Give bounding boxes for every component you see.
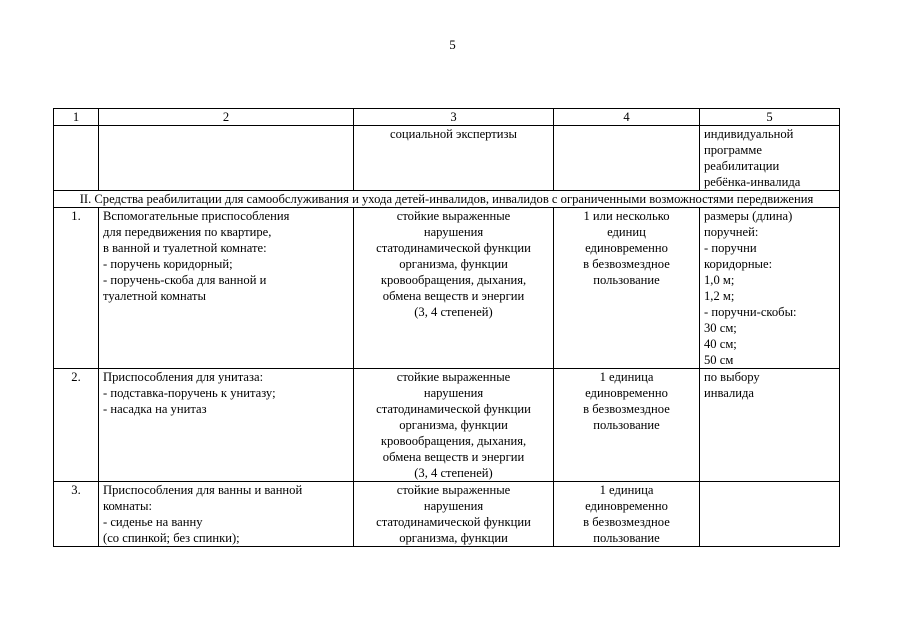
text-line: кровообращения, дыхания, [380,434,527,448]
text-line: в безвозмездное [583,515,670,529]
table-row [54,208,840,369]
cont-cell-2 [99,126,354,191]
text-line: организма, функции [399,257,508,271]
text-line: 30 см; [704,321,737,335]
text-line: коридорные: [704,257,773,271]
header-cell-2: 2 [99,109,354,126]
page-number: 5 [449,37,456,52]
text-line: 1 единица [599,370,654,384]
indications-cell [354,208,554,369]
cont-cell-3 [354,126,554,191]
indications-cell [354,482,554,547]
text-line: - насадка на унитаз [103,402,207,416]
text-line: Приспособления для ванны и ванной [103,483,303,497]
text-line: стойкие выраженные [396,483,511,497]
notes-cell [700,482,840,547]
notes-cell [700,369,840,482]
text-line: - поручни [704,241,757,255]
text-line: в безвозмездное [583,257,670,271]
text-line: пользование [593,418,660,432]
row-number: 3. [54,482,99,547]
header-cell-3: 3 [354,109,554,126]
text-line: реабилитации [704,159,780,173]
text-line: Вспомогательные приспособления [103,209,290,223]
text-line: 40 см; [704,337,737,351]
header-cell-4: 4 [554,109,700,126]
text-line: программе [704,143,762,157]
text-line: Приспособления для унитаза: [103,370,264,384]
table-row [54,369,840,482]
quantity-cell [554,482,700,547]
text-line: единовременно [585,386,668,400]
quantity-cell [554,208,700,369]
text-line: единовременно [585,241,668,255]
text-line: статодинамической функции [376,241,531,255]
quantity-cell [554,369,700,482]
text-line: обмена веществ и энергии [382,289,525,303]
text-line: организма, функции [399,418,508,432]
text-line: организма, функции [399,531,508,545]
text-line: нарушения [423,499,484,513]
text-line: 50 см [704,353,734,367]
text-line: ребёнка-инвалида [704,175,801,189]
text-line: - поручни-скобы: [704,305,797,319]
section-row [54,191,840,208]
notes-cell [700,208,840,369]
rehab-means-table [53,108,840,547]
text-line: (со спинкой; без спинки); [103,531,240,545]
text-line: в безвозмездное [583,402,670,416]
text-line: пользование [593,531,660,545]
text-line: (3, 4 степеней) [414,466,493,480]
cont-cell-4 [554,126,700,191]
text-line: инвалида [704,386,754,400]
section-title: II. Средства реабилитации для самообслуживания и ухода детей-инвалидов, инвалидов с ограниченными возможностями передвижения [54,191,840,208]
text-line: по выбору [704,370,760,384]
text-line: - поручень-скоба для ванной и [103,273,267,287]
text-line: поручней: [704,225,759,239]
text-line: обмена веществ и энергии [382,450,525,464]
header-cell-1: 1 [54,109,99,126]
cont-cell-5 [700,126,840,191]
text-line: - сиденье на ванну [103,515,203,529]
text-line: 1,0 м; [704,273,735,287]
text-line: 1 или несколько [583,209,670,223]
text-line: статодинамической функции [376,402,531,416]
row-number: 2. [54,369,99,482]
text-line: для передвижения по квартире, [103,225,272,239]
text-line: стойкие выраженные [396,209,511,223]
text-line: - поручень коридорный; [103,257,233,271]
text-line: статодинамической функции [376,515,531,529]
text-line: нарушения [423,386,484,400]
text-line: 1,2 м; [704,289,735,303]
text-line: - подставка-поручень к унитазу; [103,386,276,400]
text-line: кровообращения, дыхания, [380,273,527,287]
item-name-cell [99,482,354,547]
table-header-row [54,109,840,126]
text-line: нарушения [423,225,484,239]
cont-cell-1 [54,126,99,191]
text-line: туалетной комнаты [103,289,206,303]
row-number: 1. [54,208,99,369]
header-cell-5: 5 [700,109,840,126]
text-line: 1 единица [599,483,654,497]
text-line: единовременно [585,499,668,513]
text-line: в ванной и туалетной комнате: [103,241,267,255]
text-line: социальной экспертизы [390,127,517,141]
text-line: пользование [593,273,660,287]
indications-cell [354,369,554,482]
text-line: (3, 4 степеней) [414,305,493,319]
item-name-cell [99,369,354,482]
text-line: единиц [607,225,646,239]
text-line: комнаты: [103,499,152,513]
text-line: индивидуальной [704,127,794,141]
text-line: размеры (длина) [704,209,793,223]
item-name-cell [99,208,354,369]
text-line: стойкие выраженные [396,370,511,384]
continuation-row [54,126,840,191]
table-row [54,482,840,547]
